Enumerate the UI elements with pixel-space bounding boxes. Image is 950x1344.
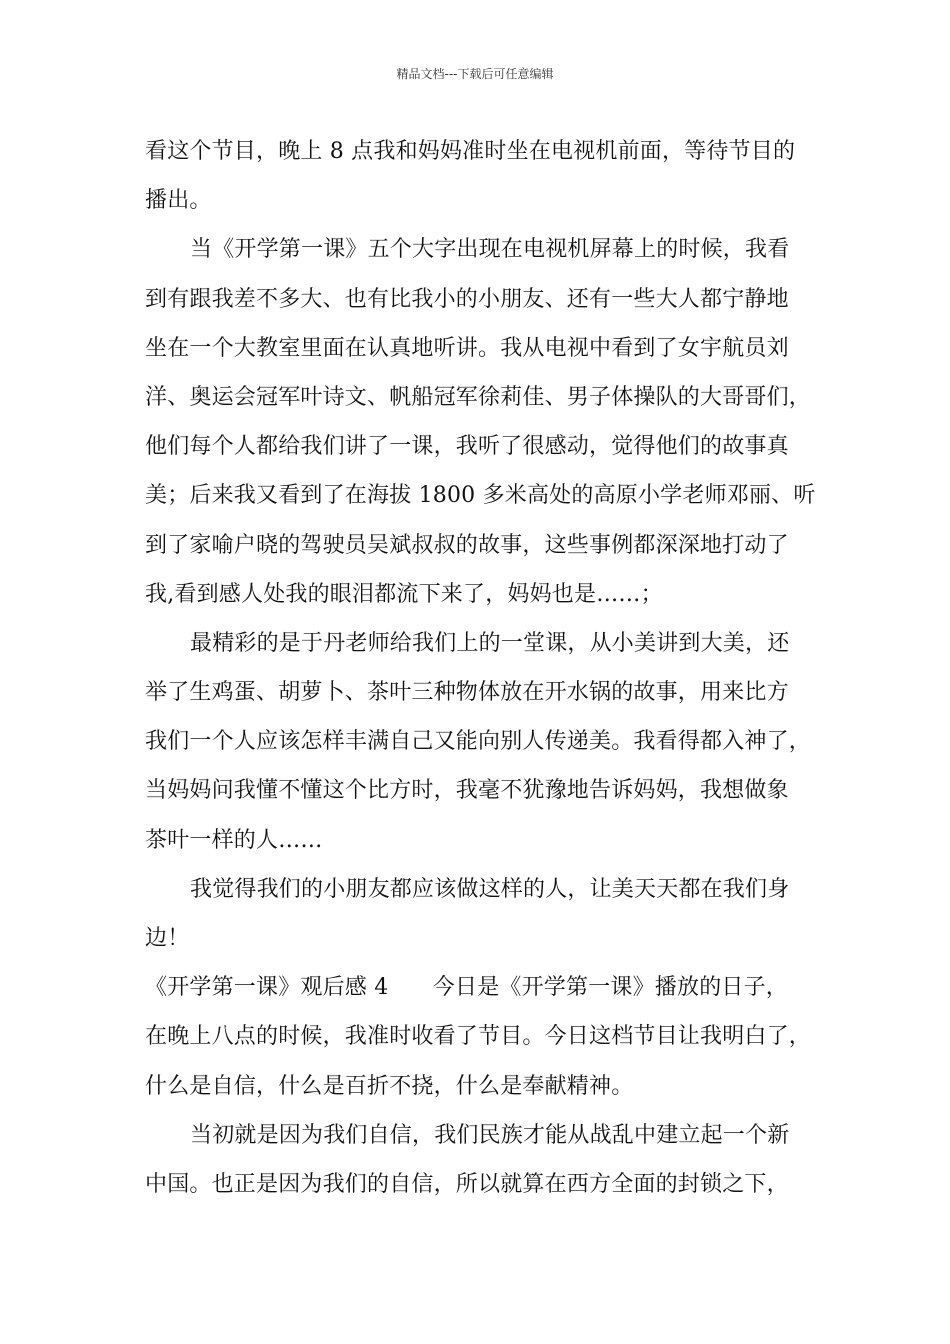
text-line: 美；后来我又看到了在海拔 1800 多米高处的高原小学老师邓丽、听 <box>145 483 816 509</box>
text-line: 当初就是因为我们自信，我们民族才能从战乱中建立起一个新 <box>190 1122 790 1148</box>
text-line: 茶叶一样的人…… <box>145 827 323 853</box>
text-line: 当妈妈问我懂不懂这个比方时，我毫不犹豫地告诉妈妈，我想做象 <box>145 778 789 804</box>
text-line: 洋、奥运会冠军叶诗文、帆船冠军徐莉佳、男子体操队的大哥哥们， <box>145 384 812 410</box>
text-line: 坐在一个大教室里面在认真地听讲。我从电视中看到了女宇航员刘 <box>145 335 789 361</box>
text-line: 看这个节目，晚上 8 点我和妈妈准时坐在电视机前面，等待节目的 <box>145 139 796 164</box>
text-line: 边！ <box>145 926 190 951</box>
text-line: 《开学第一课》观后感 4 今日是《开学第一课》播放的日子， <box>145 975 788 1001</box>
text-line: 我,看到感人处我的眼泪都流下来了，妈妈也是……； <box>145 581 663 607</box>
page-header: 精品文档---下载后可任意编辑 <box>396 67 554 81</box>
text-line: 最精彩的是于丹老师给我们上的一堂课，从小美讲到大美，还 <box>190 630 790 656</box>
text-line: 到有跟我差不多大、也有比我小的小朋友、还有一些大人都宁静地 <box>145 286 789 312</box>
text-line: 在晚上八点的时候，我准时收看了节目。今日这档节目让我明白了， <box>145 1024 812 1050</box>
text-line: 当《开学第一课》五个大字出现在电视机屏幕上的时候，我看 <box>190 237 790 263</box>
text-line: 到了家喻户晓的驾驶员吴斌叔叔的故事，这些事例都深深地打动了 <box>145 532 789 558</box>
text-line: 他们每个人都给我们讲了一课，我听了很感动，觉得他们的故事真 <box>145 434 789 460</box>
text-line: 什么是自信，什么是百折不挠，什么是奉献精神。 <box>145 1073 634 1099</box>
text-line: 中国。也正是因为我们的自信，所以就算在西方全面的封锁之下， <box>145 1171 789 1197</box>
text-line: 我觉得我们的小朋友都应该做这样的人，让美天天都在我们身 <box>190 876 790 902</box>
text-line: 我们一个人应该怎样丰满自己又能向别人传递美。我看得都入神了， <box>145 729 812 755</box>
body-text <box>145 127 825 1209</box>
text-line: 举了生鸡蛋、胡萝卜、茶叶三种物体放在开水锅的故事，用来比方 <box>145 680 789 706</box>
text-line: 播出。 <box>145 188 212 214</box>
